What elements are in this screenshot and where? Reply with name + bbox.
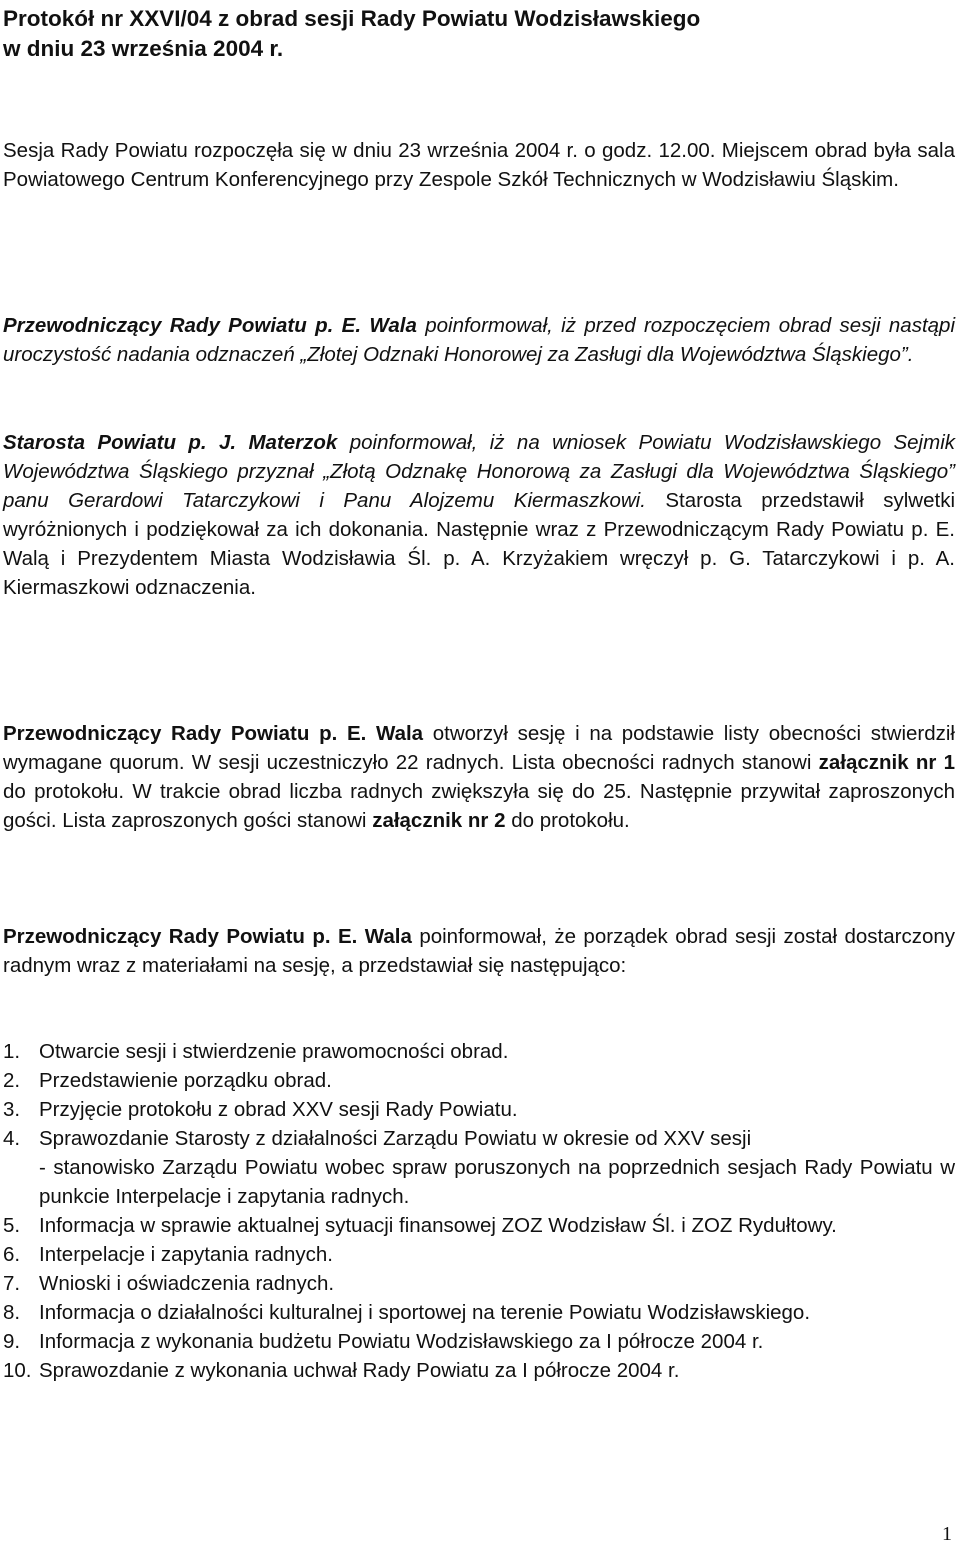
agenda-list (3, 1037, 955, 1385)
speaker-starosta: Starosta Powiatu p. J. Materzok (3, 431, 338, 454)
paragraph-awards-plain: Starosta przedstawił sylwetki wyróżnionych i podziękował za ich dokonania. Następnie wraz z Przewodniczącym Rady Powiatu p. E. Walą i Prezydentem Miasta Wodzisławia Śl. p. A. Krzyżakiem wręczył p. G. Tatarczykowi i p. A. Kiermaszkowi odznaczenia. (3, 489, 955, 599)
speaker-chairman-3: Przewodniczący Rady Powiatu p. E. Wala (3, 925, 412, 948)
agenda-item-label: Otwarcie sesji i stwierdzenie prawomocności obrad. (39, 1040, 509, 1063)
agenda-item-number: 9. (3, 1330, 21, 1353)
agenda-item-label: Przyjęcie protokołu z obrad XXV sesji Rady Powiatu. (39, 1098, 518, 1121)
agenda-item-number: 6. (3, 1243, 21, 1266)
paragraph-quorum (3, 719, 955, 835)
agenda-item (3, 1356, 955, 1385)
quorum-text-2: do protokołu. W trakcie obrad liczba radnych zwiększyła się do 25. Następnie przywitał zaproszonych gości. Lista zaproszonych gości stanowi (3, 780, 955, 832)
agenda-item (3, 1095, 955, 1124)
paragraph-ceremony (3, 311, 955, 369)
agenda-item-text (39, 1211, 955, 1240)
agenda-item-number: 7. (3, 1272, 21, 1295)
attachment-1: załącznik nr 1 (818, 751, 955, 774)
speaker-chairman-2-name: Wala (366, 722, 424, 745)
agenda-item-label: Informacja w sprawie aktualnej sytuacji finansowej ZOZ Wodzisław Śl. i ZOZ Rydułtowy. (39, 1214, 837, 1237)
agenda-item-label: Informacja o działalności kulturalnej i sportowej na terenie Powiatu Wodzisławskiego. (39, 1301, 811, 1324)
agenda-item (3, 1269, 955, 1298)
page-number: 1 (942, 1523, 952, 1545)
agenda-item-label: Sprawozdanie Starosty z działalności Zarządu Powiatu w okresie od XXV sesji (39, 1127, 752, 1150)
paragraph-awards (3, 428, 955, 602)
speaker-chairman-2: Przewodniczący Rady Powiatu p. E. (3, 722, 367, 745)
agenda-item (3, 1037, 955, 1066)
agenda-item-text (39, 1356, 955, 1385)
paragraph-agenda-intro (3, 922, 955, 980)
agenda-item-text (39, 1124, 955, 1211)
agenda-item-text (39, 1298, 955, 1327)
agenda-item (3, 1240, 955, 1269)
agenda-item (3, 1298, 955, 1327)
paragraph-ceremony-text: poinformował, iż przed rozpoczęciem obrad sesji nastąpi uroczystość nadania odznaczeń „Złotej Odznaki Honorowej za Zasługi dla Województwa Śląskiego”. (3, 314, 956, 366)
agenda-item-text (39, 1095, 955, 1124)
quorum-text-1: otworzył sesję i na podstawie listy obecności stwierdził wymagane quorum. W sesji uczestniczyło 22 radnych. Lista obecności radnych stanowi (3, 722, 955, 774)
agenda-intro-text: poinformował, że porządek obrad sesji został dostarczony radnym wraz z materiałami na sesję, a przedstawiał się następująco: (3, 925, 955, 977)
quorum-text-3: do protokołu. (505, 809, 630, 832)
agenda-item-label: Przedstawienie porządku obrad. (39, 1069, 332, 1092)
paragraph-awards-italic: poinformował, iż na wniosek Powiatu Wodzisławskiego Sejmik Województwa Śląskiego przyznał „Złotą Odznakę Honorową za Zasługi dla Województwa Śląskiego” panu Gerardowi Tatarczykowi i Panu Alojzemu Kiermaszkowi. (3, 431, 955, 512)
title-line-2: w dniu 23 września 2004 r. (3, 36, 284, 61)
attachment-2: załącznik nr 2 (372, 809, 506, 832)
agenda-item-text (39, 1037, 955, 1066)
agenda-item-number: 2. (3, 1069, 21, 1092)
title-line-1: Protokół nr XXVI/04 z obrad sesji Rady Powiatu Wodzisławskiego (3, 6, 701, 31)
agenda-item-number: 3. (3, 1098, 21, 1121)
agenda-item-number: 5. (3, 1214, 21, 1237)
agenda-item (3, 1211, 955, 1240)
agenda-item-number: 1. (3, 1040, 21, 1063)
agenda-item (3, 1066, 955, 1095)
agenda-item-text (39, 1327, 955, 1356)
document-title (3, 4, 955, 64)
agenda-item (3, 1124, 955, 1211)
agenda-item-number: 4. (3, 1127, 21, 1150)
agenda-item-number: 10. (3, 1359, 32, 1382)
agenda-item-label: Wnioski i oświadczenia radnych. (39, 1272, 335, 1295)
agenda-item-text (39, 1066, 955, 1095)
speaker-chairman: Przewodniczący Rady Powiatu p. E. Wala (3, 314, 417, 337)
agenda-item-text (39, 1269, 955, 1298)
agenda-item (3, 1327, 955, 1356)
agenda-item-label: Interpelacje i zapytania radnych. (39, 1243, 334, 1266)
agenda-item-subtext: - stanowisko Zarządu Powiatu wobec spraw poruszonych na poprzednich sesjach Rady Powiatu w punkcie Interpelacje i zapytania radnych. (39, 1156, 955, 1208)
agenda-item-text (39, 1240, 955, 1269)
agenda-item-number: 8. (3, 1301, 21, 1324)
intro-paragraph: Sesja Rady Powiatu rozpoczęła się w dniu 23 września 2004 r. o godz. 12.00. Miejscem obrad była sala Powiatowego Centrum Konferencyjnego przy Zespole Szkół Technicznych w Wodzisławiu Śląskim. (3, 139, 955, 191)
agenda-item-label: Informacja z wykonania budżetu Powiatu Wodzisławskiego za I półrocze 2004 r. (39, 1330, 764, 1353)
agenda-item-label: Sprawozdanie z wykonania uchwał Rady Powiatu za I półrocze 2004 r. (39, 1359, 680, 1382)
